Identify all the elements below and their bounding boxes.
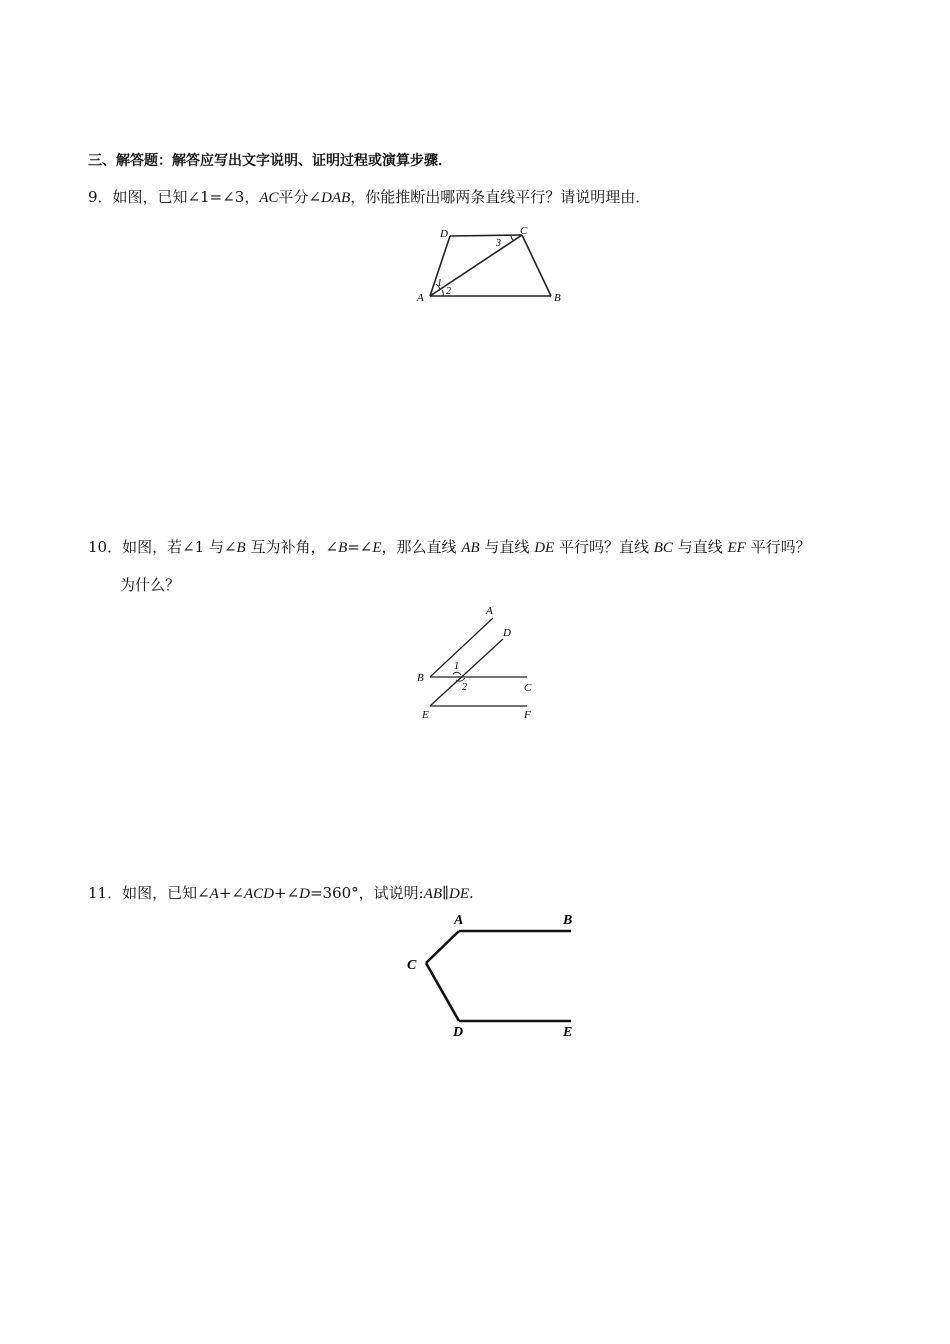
label-C: C [520,225,528,237]
q11-text: DE [449,886,469,902]
q11-text: ∥ [442,884,449,902]
label-E: E [563,1025,573,1040]
q10-text: =∠ [347,538,373,556]
q11-text: D [299,886,310,902]
angle-label-2: 2 [446,286,451,297]
q10-text: 与直线 [672,538,728,556]
q9-number: 9． [88,188,113,206]
q10-number: 10． [88,538,123,556]
q11-text: ACD [243,886,274,902]
label-F: F [524,709,531,721]
q10-text: E [372,540,382,556]
q11-text: +∠ [218,884,244,902]
segment-CA [426,931,459,963]
segment-AC [430,235,522,296]
label-C: C [524,682,532,694]
ray-ED [430,639,503,706]
label-E: E [422,709,429,721]
q11-figure [395,905,595,1040]
question-10 [88,537,811,558]
q10-text: 互为补角，∠ [245,538,339,556]
q10-text: AB [461,540,480,556]
q10-text: EF [727,540,746,556]
label-D: D [503,627,511,639]
angle-label-2: 2 [462,682,467,693]
q9-text: DAB [321,190,351,206]
ray-BA [430,618,493,677]
label-D: D [440,228,448,240]
q10-text: 平行吗？ [745,538,811,556]
q11-text: +∠ [273,884,300,902]
angle-label-1: 1 [454,661,459,672]
q10-text: 如图，若∠1 与∠ [122,538,237,556]
label-B: B [554,292,561,304]
segment-DC [450,235,522,236]
label-A: A [486,605,493,617]
q9-figure [410,222,570,308]
q9-text: ，你能推断出哪两条直线平行？请说明理由． [350,188,651,206]
q11-text: =360°，试说明: [309,884,424,902]
angle-label-3: 3 [496,238,501,249]
q11-text: . [469,884,474,902]
question-9 [88,187,650,208]
q9-text: AC [259,190,279,206]
q9-text: 平分∠ [278,188,322,206]
q10-line-2: 为什么？ [120,576,181,594]
section-heading: 三、解答题：解答应写出文字说明、证明过程或演算步骤． [88,153,452,169]
q11-text: A [209,886,219,902]
segment-CD [426,963,459,1021]
q10-text: DE [534,540,555,556]
q10-text: BC [653,540,673,556]
label-A: A [454,913,464,928]
label-D: D [453,1025,464,1040]
q11-text: AB [423,886,443,902]
q10-text: ，那么直线 [381,538,462,556]
segment-CB [522,235,551,296]
label-B: B [563,913,573,928]
question-11 [88,883,474,904]
angle-label-1: 1 [437,278,442,289]
label-A: A [417,292,424,304]
q10-text: B [338,540,348,556]
q10-text: 与直线 [479,538,535,556]
q10-figure [410,600,550,724]
label-B: B [417,672,424,684]
q11-text: 如图，已知∠ [122,884,210,902]
q10-text: B [236,540,246,556]
q9-text: 如图，已知∠1=∠3， [112,188,260,206]
q10-text: 平行吗？直线 [554,538,654,556]
label-C: C [407,958,417,973]
q11-number: 11． [88,884,123,902]
